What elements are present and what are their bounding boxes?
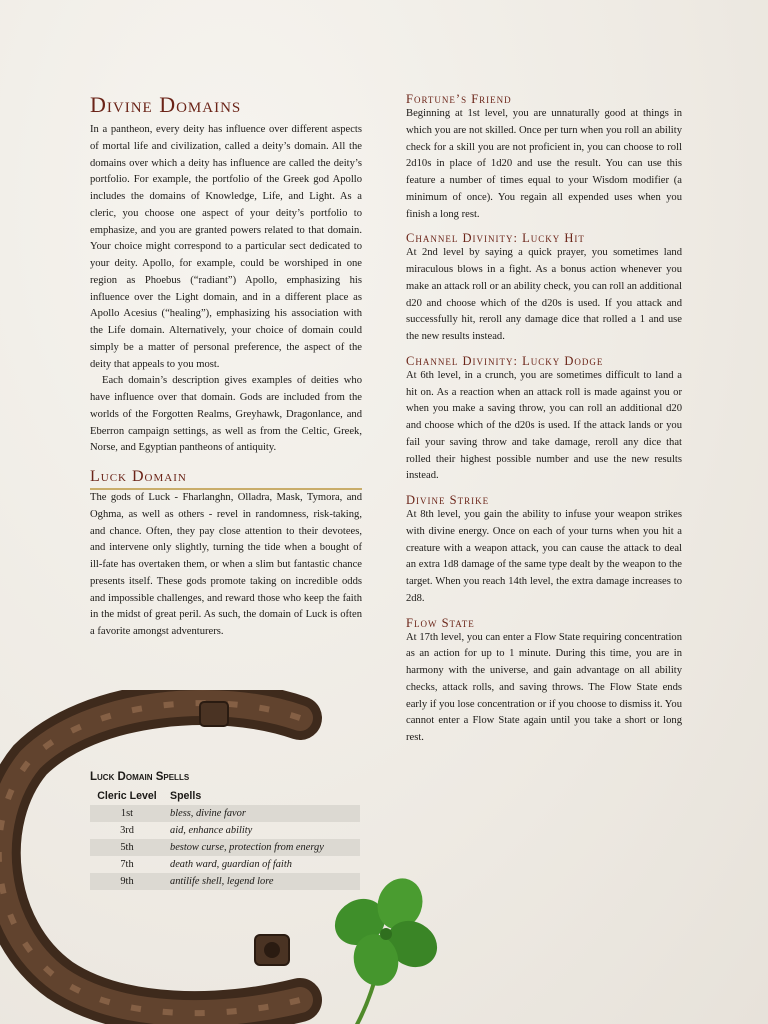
feature-fortunes-friend [406,92,682,223]
section-heading-luck-domain: Luck Domain [90,467,362,490]
left-column [90,92,362,641]
table-row [90,873,360,890]
table-heading: Luck Domain Spells [90,771,190,783]
level-cell: 3rd [120,825,134,836]
feature-divine-strike [406,493,682,608]
spells-table [90,789,360,890]
feature-heading: Channel Divinity: Lucky Dodge [406,353,604,368]
table-row [90,839,360,856]
feature-lucky-dodge [406,354,682,485]
spells-cell: bestow curse, protection from energy [164,839,360,856]
table-header-row [90,789,360,805]
intro-paragraph: In a pantheon, every deity has influence over different aspects of mortal life and civilization, called a deity’s domain. All the domains over which a deity has influence are called the deity’s portfolio. For example, the portfolio of the Greek god Apollo includes the domains of Knowledge, Life, and Light. As a cleric, you choose one aspect of your deity’s portfolio to emphasize, and you are granted powers related to that domain. Your choice might correspond to a particular sect dedicated to your deity. Apollo, for example, could be worshiped in one region as Phoebus (“radiant”) Apollo, emphasizing his influence over the Light domain, and in a different place as Apollo Acesius (“healing”), emphasizing his association with the Life domain. Alternatively, your choice of domain could simply be a matter of personal preference, the aspect of the deity that appeals to you most. [90,124,362,370]
table-row [90,805,360,822]
feature-lucky-hit [406,231,682,346]
feature-heading: Fortune’s Friend [406,92,512,106]
spells-cell: bless, divine favor [164,805,360,822]
level-cell: 5th [90,839,164,856]
feature-text: Beginning at 1st level, you are unnaturally good at things in which you are not skilled. Once per turn when you roll an ability check for a skill you are not proficient in, you can choose to roll 2d10s in place of 1d20 and use the result. You can use this feature a number of times equal to your Wisdom modifier (a minimum of once). You regain all expended uses when you finish a long rest. [406,108,682,220]
spells-cell: death ward, guardian of faith [170,859,292,870]
spells-cell: aid, enhance ability [170,825,253,836]
intro-paragraph-2: Each domain’s description gives examples of deities who have influence over that domain. Gods are included from the worlds of the Forgotten Realms, Greyhawk, Dragonlance, and Eberron campaign settings, as well as from the Celtic, Greek, Norse, and Egyptian pantheons of antiquity. [90,375,362,454]
page-title: Divine Domains [90,92,242,117]
right-column [406,92,682,747]
spells-cell: antilife shell, legend lore [164,873,360,890]
level-cell: 9th [90,873,164,890]
feature-text: At 8th level, you gain the ability to infuse your weapon strikes with divine energy. Once on each of your turns when you hit a creature with a weapon attack, you can cause the attack to deal an extra 1d8 damage of the same type dealt by the weapon to the target. When you reach 14th level, the extra damage increases to 2d8. [406,509,682,604]
feature-text: At 17th level, you can enter a Flow State requiring concentration as an action for up to 1 minute. During this time, you are in harmony with the universe, and gain advantage on all ability checks, attack rolls, and saving throws. The Flow State ends early if you lose concentration or if you choose to dismiss it. You cannot enter a Flow State again until you take a short or long rest. [406,631,682,743]
feature-heading: Flow State [406,615,475,630]
table-row [90,856,360,873]
column-header-cleric-level: Cleric Level [97,790,157,802]
luck-domain-paragraph: The gods of Luck - Fharlanghn, Olladra, Mask, Tymora, and Oghma, as well as others - revel in randomness, risk-taking, and chance. Often, they pay close attention to their devotees, and intervene only slightly, turning the tide when a bought of ill-fate has overtaken them, or when a slim but fantastic chance presents itself. These gods promote taking on incredible odds and impossible challenges, and reward those who keep the faith in the midst of great peril. As such, the domain of Luck is often a favorite amongst adventurers. [90,492,362,637]
feature-heading: Channel Divinity: Lucky Hit [406,231,585,246]
level-cell: 1st [90,805,164,822]
column-header-spells: Spells [170,790,202,802]
feature-text: At 6th level, in a crunch, you are sometimes difficult to land a hit on. As a reaction when an attack roll is made against you or when you make a saving throw, you can roll an additional d20 and choose which of the d20s is used. If the attack lands or you fail your saving throw and take damage, reroll any dice that rolled their highest possible number and use the new results instead. [406,369,682,482]
luck-domain-spells-table-block [90,771,362,890]
feature-heading: Divine Strike [406,493,490,507]
table-row [90,822,360,839]
four-leaf-clover-icon [326,872,445,1024]
level-cell: 7th [120,859,134,870]
feature-text: At 2nd level by saying a quick prayer, you sometimes land miraculous blows in a fight. As a bonus action whenever you make an attack roll or an ability check, you can roll an additional d20 and choose which of the d20s is used. If you attack and successfully hit, reroll any damage dice that rolled a 1 and use the new results instead. [406,247,682,342]
